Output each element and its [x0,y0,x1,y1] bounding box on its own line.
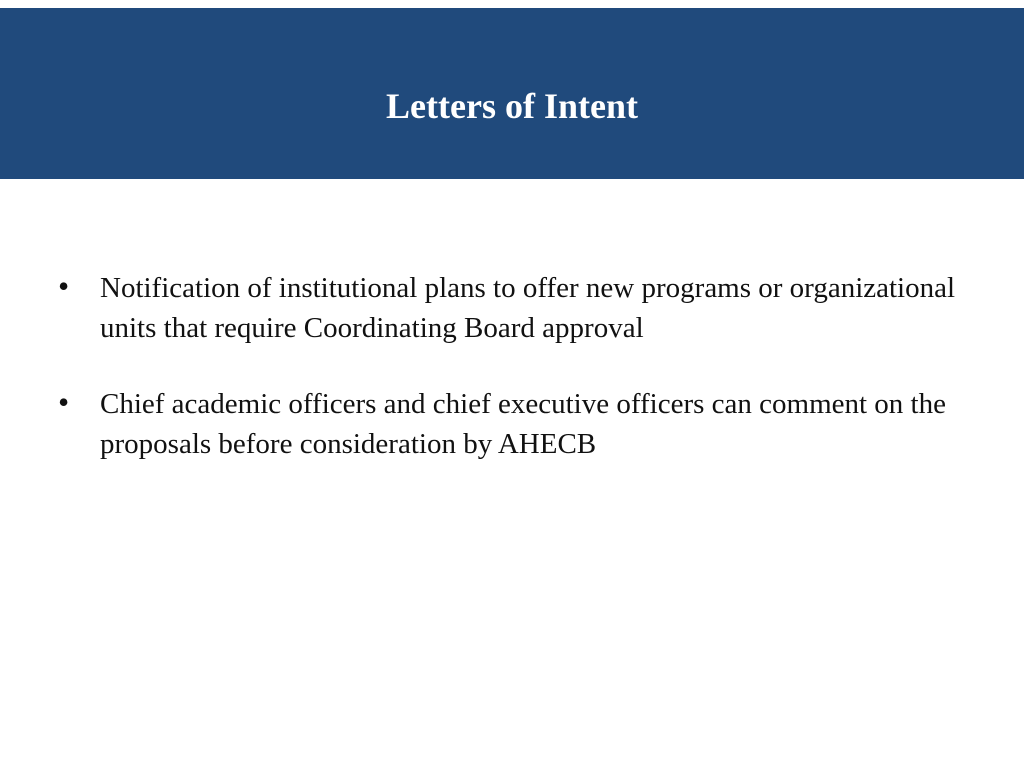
slide-title: Letters of Intent [386,86,638,126]
bullet-text: Notification of institutional plans to offer new programs or organizational units that require Coordinating Board approval [100,272,956,344]
bullet-item [58,268,968,348]
bullet-text: Chief academic officers and chief executive officers can comment on the proposals before consideration by AHECB [100,388,946,460]
bullet-list [58,268,968,500]
bullet-dot-icon: • [58,268,70,304]
bullet-item [58,384,968,464]
bullet-dot-icon: • [58,384,70,420]
